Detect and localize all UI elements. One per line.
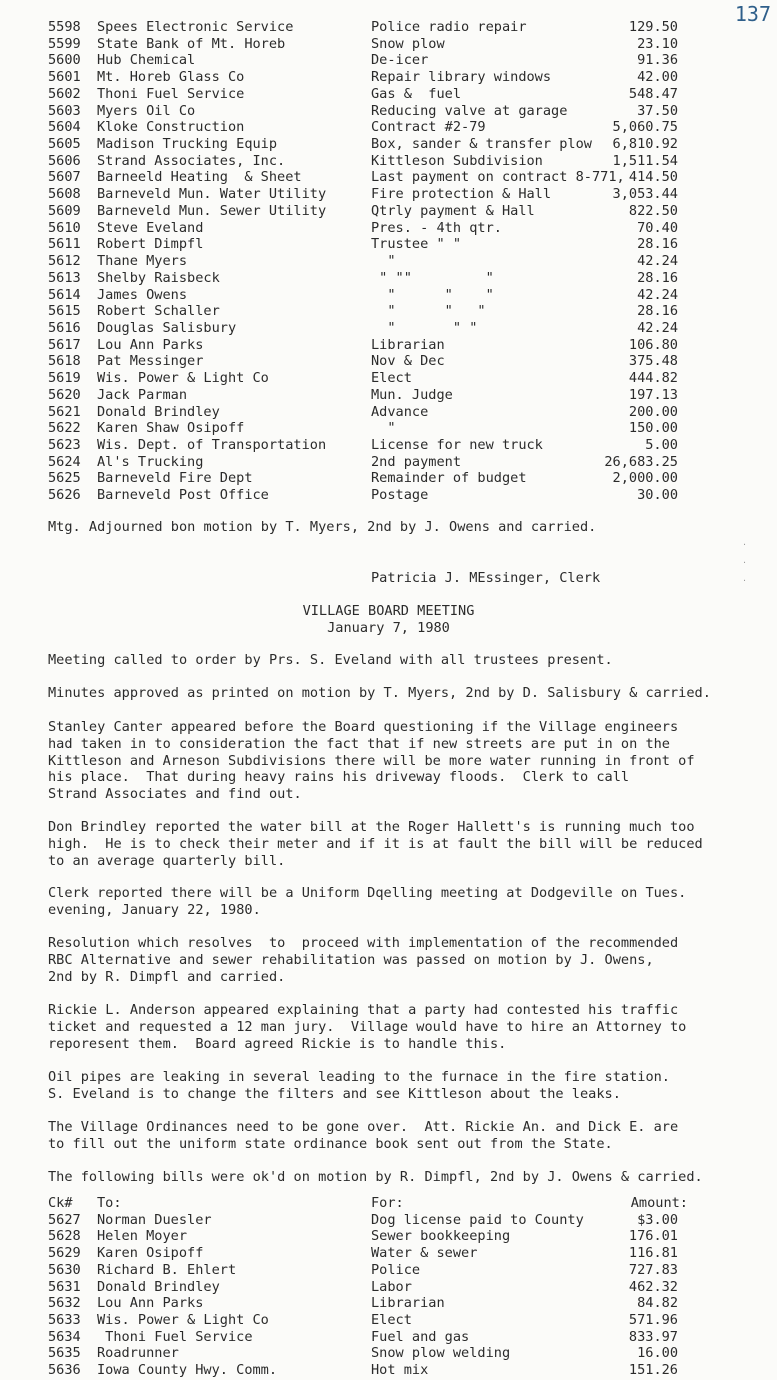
scan-specks: · · ·	[742, 540, 747, 585]
paragraph-line: Don Brindley reported the water bill at the Roger Hallett's is running much too	[48, 819, 695, 835]
ledger-row	[48, 19, 688, 36]
check-number: 5603	[48, 102, 81, 119]
amount: 150.00	[628, 420, 678, 437]
check-number: 5614	[48, 286, 81, 303]
amount: 571.96	[628, 1312, 678, 1329]
amount: Amount:	[630, 1195, 688, 1211]
purpose: Qtrly payment & Hall	[371, 202, 535, 219]
amount: 6,810.92	[612, 136, 678, 153]
purpose: Advance	[371, 403, 429, 420]
amount: 548.47	[628, 85, 678, 102]
paragraph-line: to an average quarterly bill.	[48, 852, 286, 869]
ledger-row	[48, 353, 688, 370]
paragraph-line: Clerk reported there will be a Uniform Dqelling meeting at Dodgeville on Tues.	[48, 885, 687, 901]
payee: Karen Osipoff	[97, 1245, 204, 1262]
ledger-row	[48, 303, 688, 320]
purpose: " " "	[371, 303, 486, 320]
amount: 84.82	[637, 1295, 678, 1312]
payee: To:	[97, 1195, 122, 1211]
page-number: 137	[734, 2, 771, 26]
amount: 30.00	[637, 487, 678, 504]
check-number: 5636	[48, 1362, 81, 1379]
amount: 833.97	[628, 1328, 678, 1345]
payee: Madison Trucking Equip	[97, 136, 278, 153]
purpose: Mun. Judge	[371, 386, 453, 403]
payee: Barneveld Mun. Sewer Utility	[97, 202, 327, 219]
ledger-row	[48, 420, 688, 437]
amount: 16.00	[637, 1345, 678, 1362]
check-number: 5598	[48, 19, 81, 35]
check-number: 5616	[48, 319, 81, 336]
amount: 42.24	[637, 253, 678, 270]
amount: 5.00	[645, 436, 678, 453]
purpose: Snow plow	[371, 35, 445, 52]
purpose: Elect	[371, 1312, 412, 1329]
amount: 462.32	[628, 1278, 678, 1295]
paragraph-line: had taken in to consideration the fact that if new streets are put in on the	[48, 735, 670, 752]
ledger-row	[48, 320, 688, 337]
ledger-row	[48, 287, 688, 304]
amount: 106.80	[628, 336, 678, 353]
check-number: 5621	[48, 403, 81, 420]
payee: State Bank of Mt. Horeb	[97, 35, 286, 52]
payee: Iowa County Hwy. Comm.	[97, 1362, 278, 1379]
purpose: " " "	[371, 319, 478, 336]
check-number: 5618	[48, 353, 81, 370]
payee: Thane Myers	[97, 253, 188, 270]
payee: Steve Eveland	[97, 219, 204, 236]
meeting-title: VILLAGE BOARD MEETING	[302, 603, 475, 619]
ledger-row	[48, 1262, 688, 1279]
payee: Jack Parman	[97, 386, 188, 403]
payee: Thoni Fuel Service	[97, 1328, 253, 1345]
ledger-row	[48, 387, 688, 404]
ledger-row	[48, 236, 688, 253]
ledger-row	[48, 86, 688, 103]
ledger-row	[48, 1312, 688, 1329]
purpose: Contract #2-79	[371, 119, 486, 136]
check-number: 5602	[48, 85, 81, 102]
amount: 151.26	[628, 1362, 678, 1379]
purpose: De-icer	[371, 52, 429, 69]
ledger-row	[48, 220, 688, 237]
ledger-row	[48, 1362, 688, 1379]
ledger-row	[48, 203, 688, 220]
check-number: 5599	[48, 35, 81, 52]
payee: Donald Brindley	[97, 1278, 220, 1295]
minutes-paragraph	[48, 652, 738, 669]
purpose: For:	[371, 1195, 404, 1211]
minutes-paragraph	[48, 719, 738, 803]
purpose: " "" "	[371, 269, 494, 286]
payee: Hub Chemical	[97, 52, 196, 69]
purpose: Gas & fuel	[371, 85, 462, 102]
payee: Karen Shaw Osipoff	[97, 420, 245, 437]
amount: 2,000.00	[612, 470, 678, 487]
minutes-paragraph	[48, 1069, 738, 1103]
paragraph-line: Oil pipes are leaking in several leading to the furnace in the fire station.	[48, 1069, 670, 1085]
check-number: 5606	[48, 152, 81, 169]
check-number: 5601	[48, 69, 81, 86]
minutes-paragraph	[48, 1002, 738, 1052]
purpose: Police radio repair	[371, 19, 527, 35]
payee: Lou Ann Parks	[97, 336, 204, 353]
amount: 42.00	[637, 69, 678, 86]
minutes-paragraph	[48, 885, 738, 919]
payee: Norman Duesler	[97, 1211, 212, 1228]
check-number: 5625	[48, 470, 81, 487]
purpose: Reducing valve at garage	[371, 102, 568, 119]
purpose: Librarian	[371, 336, 445, 353]
ledger-row	[48, 169, 688, 186]
ledger-row	[48, 370, 688, 387]
payee: Myers Oil Co	[97, 102, 196, 119]
check-number: 5605	[48, 136, 81, 153]
purpose: Repair library windows	[371, 69, 552, 86]
paragraph-line: Kittleson and Arneson Subdivisions there will be more water running in front of	[48, 752, 695, 769]
payee: Richard B. Ehlert	[97, 1261, 237, 1278]
check-number: 5619	[48, 370, 81, 387]
paragraph-line: Resolution which resolves to proceed with implementation of the recommended	[48, 935, 679, 951]
purpose: Elect	[371, 370, 412, 387]
payee: Strand Associates, Inc.	[97, 152, 286, 169]
amount: 200.00	[628, 403, 678, 420]
purpose: Box, sander & transfer plow	[371, 136, 592, 153]
check-number: 5620	[48, 386, 81, 403]
paragraph-line: Stanley Canter appeared before the Board questioning if the Village engineers	[48, 719, 679, 735]
check-number: 5632	[48, 1295, 81, 1312]
ledger-row	[48, 1279, 688, 1296]
amount: 3,053.44	[612, 186, 678, 203]
payee: Roadrunner	[97, 1345, 179, 1362]
payee: Barneveld Post Office	[97, 487, 269, 504]
purpose: Snow plow welding	[371, 1345, 511, 1362]
amount: 375.48	[628, 353, 678, 370]
purpose: 2nd payment	[371, 453, 462, 470]
purpose: Dog license paid to County	[371, 1211, 584, 1228]
amount: 26,683.25	[604, 453, 678, 470]
check-number: 5608	[48, 186, 81, 203]
ledger-row	[48, 337, 688, 354]
ledger-row	[48, 36, 688, 53]
payee: Douglas Salisbury	[97, 319, 237, 336]
amount: 116.81	[628, 1245, 678, 1262]
purpose: License for new truck	[371, 436, 543, 453]
paragraph-line: S. Eveland is to change the filters and see Kittleson about the leaks.	[48, 1085, 621, 1102]
purpose: Librarian	[371, 1295, 445, 1312]
payee: Lou Ann Parks	[97, 1295, 204, 1312]
payee: Barneveld Fire Dept	[97, 470, 253, 487]
payee: Thoni Fuel Service	[97, 85, 245, 102]
check-number: 5624	[48, 453, 81, 470]
purpose: Trustee " "	[371, 236, 462, 253]
payee: Pat Messinger	[97, 353, 204, 370]
amount: 176.01	[628, 1228, 678, 1245]
paragraph-line: his place. That during heavy rains his driveway floods. Clerk to call	[48, 769, 630, 786]
payee: Robert Schaller	[97, 303, 220, 320]
payee: Barneveld Mun. Water Utility	[97, 186, 327, 203]
ledger-row	[48, 186, 688, 203]
check-number: 5609	[48, 202, 81, 219]
ledger-header-row	[48, 1195, 688, 1212]
paragraph-line: Minutes approved as printed on motion by T. Myers, 2nd by D. Salisbury & carried.	[48, 685, 711, 701]
purpose: "	[371, 253, 396, 270]
amount: 822.50	[628, 202, 678, 219]
payee: Al's Trucking	[97, 453, 204, 470]
check-number: 5600	[48, 52, 81, 69]
payee: Kloke Construction	[97, 119, 245, 136]
adjourn-text: Mtg. Adjourned bon motion by T. Myers, 2nd by J. Owens and carried.	[48, 519, 597, 535]
minutes-paragraph	[48, 819, 738, 869]
paragraph-line: The following bills were ok'd on motion by R. Dimpfl, 2nd by J. Owens & carried.	[48, 1169, 703, 1185]
paragraph-line: Meeting called to order by Prs. S. Eveland with all trustees present.	[48, 652, 613, 668]
amount: 28.16	[637, 269, 678, 286]
check-number: 5629	[48, 1245, 81, 1262]
payee: Shelby Raisbeck	[97, 269, 220, 286]
purpose: Remainder of budget	[371, 470, 527, 487]
check-number: 5628	[48, 1228, 81, 1245]
amount: 23.10	[637, 35, 678, 52]
amount: 42.24	[637, 319, 678, 336]
check-number: 5613	[48, 269, 81, 286]
check-number: 5633	[48, 1312, 81, 1329]
payee: James Owens	[97, 286, 188, 303]
ledger-row	[48, 153, 688, 170]
purpose: Police	[371, 1261, 421, 1278]
check-number: 5626	[48, 487, 81, 504]
ledger-row	[48, 136, 688, 153]
amount: 91.36	[637, 52, 678, 69]
ledger-row	[48, 270, 688, 287]
paragraph-line: high. He is to check their meter and if it is at fault the bill will be reduced	[48, 835, 703, 852]
check-number: 5627	[48, 1211, 81, 1228]
payee: Wis. Dept. of Transportation	[97, 436, 327, 453]
amount: 129.50	[628, 19, 678, 35]
minutes-paragraph	[48, 1119, 738, 1153]
amount: 28.16	[637, 303, 678, 320]
ledger-row	[48, 119, 688, 136]
ledger-row	[48, 69, 688, 86]
ledger-row	[48, 253, 688, 270]
bills-ledger-first	[48, 19, 688, 504]
purpose: Postage	[371, 487, 429, 504]
ledger-row	[48, 470, 688, 487]
amount: 42.24	[637, 286, 678, 303]
purpose: Nov & Dec	[371, 353, 445, 370]
check-number: 5604	[48, 119, 81, 136]
payee: Helen Moyer	[97, 1228, 188, 1245]
amount: 197.13	[628, 386, 678, 403]
amount: $3.00	[637, 1211, 678, 1228]
ledger-row	[48, 52, 688, 69]
check-number: 5612	[48, 253, 81, 270]
amount: 28.16	[637, 236, 678, 253]
paragraph-line: reporesent them. Board agreed Rickie is to handle this.	[48, 1035, 507, 1052]
ledger-row	[48, 1295, 688, 1312]
clerk-signature: Patricia J. MEssinger, Clerk	[371, 570, 601, 586]
paragraph-line: Rickie L. Anderson appeared explaining that a party had contested his traffic	[48, 1002, 679, 1018]
paragraph-line: RBC Alternative and sewer rehabilitation was passed on motion by J. Owens,	[48, 951, 654, 968]
check-number: 5607	[48, 169, 81, 186]
ledger-row	[48, 487, 688, 504]
ledger-row	[48, 1329, 688, 1346]
ledger-row	[48, 1345, 688, 1362]
check-number: Ck#	[48, 1195, 81, 1211]
meeting-date: January 7, 1980	[327, 620, 450, 636]
paragraph-line: ticket and requested a 12 man jury. Village would have to hire an Attorney to	[48, 1018, 687, 1035]
purpose: " " "	[371, 286, 494, 303]
purpose: Pres. - 4th qtr.	[371, 219, 502, 236]
adjourn-line	[48, 519, 738, 536]
ledger-row	[48, 1245, 688, 1262]
check-number: 5617	[48, 336, 81, 353]
purpose: Fire protection & Hall	[371, 186, 552, 203]
paragraph-line: The Village Ordinances need to be gone over. Att. Rickie An. and Dick E. are	[48, 1119, 679, 1135]
purpose: Hot mix	[371, 1362, 429, 1379]
payee: Wis. Power & Light Co	[97, 370, 269, 387]
paragraph-line: evening, January 22, 1980.	[48, 901, 261, 918]
payee: Spees Electronic Service	[97, 19, 294, 35]
check-number: 5623	[48, 436, 81, 453]
purpose: Sewer bookkeeping	[371, 1228, 511, 1245]
check-number: 5622	[48, 420, 81, 437]
minutes-paragraph	[48, 935, 738, 985]
purpose: Last payment on contract 8-771,	[371, 169, 625, 186]
ledger-row	[48, 1212, 688, 1229]
amount: 1,511.54	[612, 152, 678, 169]
ledger-row	[48, 454, 688, 471]
amount: 414.50	[628, 169, 678, 186]
check-number: 5611	[48, 236, 81, 253]
minutes-paragraph	[48, 685, 738, 702]
purpose: Labor	[371, 1278, 412, 1295]
payee: Mt. Horeb Glass Co	[97, 69, 245, 86]
amount: 444.82	[628, 370, 678, 387]
payee: Wis. Power & Light Co	[97, 1312, 269, 1329]
amount: 70.40	[637, 219, 678, 236]
amount: 727.83	[628, 1261, 678, 1278]
ledger-row	[48, 437, 688, 454]
check-number: 5635	[48, 1345, 81, 1362]
ledger-row	[48, 404, 688, 421]
purpose: Fuel and gas	[371, 1328, 470, 1345]
amount: 5,060.75	[612, 119, 678, 136]
check-number: 5615	[48, 303, 81, 320]
check-number: 5610	[48, 219, 81, 236]
check-number: 5630	[48, 1261, 81, 1278]
ledger-row	[48, 103, 688, 120]
ledger-row	[48, 1228, 688, 1245]
purpose: Kittleson Subdivision	[371, 152, 543, 169]
check-number: 5634	[48, 1328, 81, 1345]
paragraph-line: 2nd by R. Dimpfl and carried.	[48, 968, 286, 985]
amount: 37.50	[637, 102, 678, 119]
paragraph-line: to fill out the uniform state ordinance book sent out from the State.	[48, 1135, 613, 1152]
check-number: 5631	[48, 1278, 81, 1295]
payee: Robert Dimpfl	[97, 236, 204, 253]
purpose: "	[371, 420, 396, 437]
payee: Donald Brindley	[97, 403, 220, 420]
bills-ledger-second	[48, 1195, 688, 1379]
purpose: Water & sewer	[371, 1245, 478, 1262]
payee: Barneeld Heating & Sheet	[97, 169, 302, 186]
paragraph-line: Strand Associates and find out.	[48, 786, 302, 803]
minutes-paragraph	[48, 1169, 738, 1186]
meeting-heading	[0, 603, 777, 637]
